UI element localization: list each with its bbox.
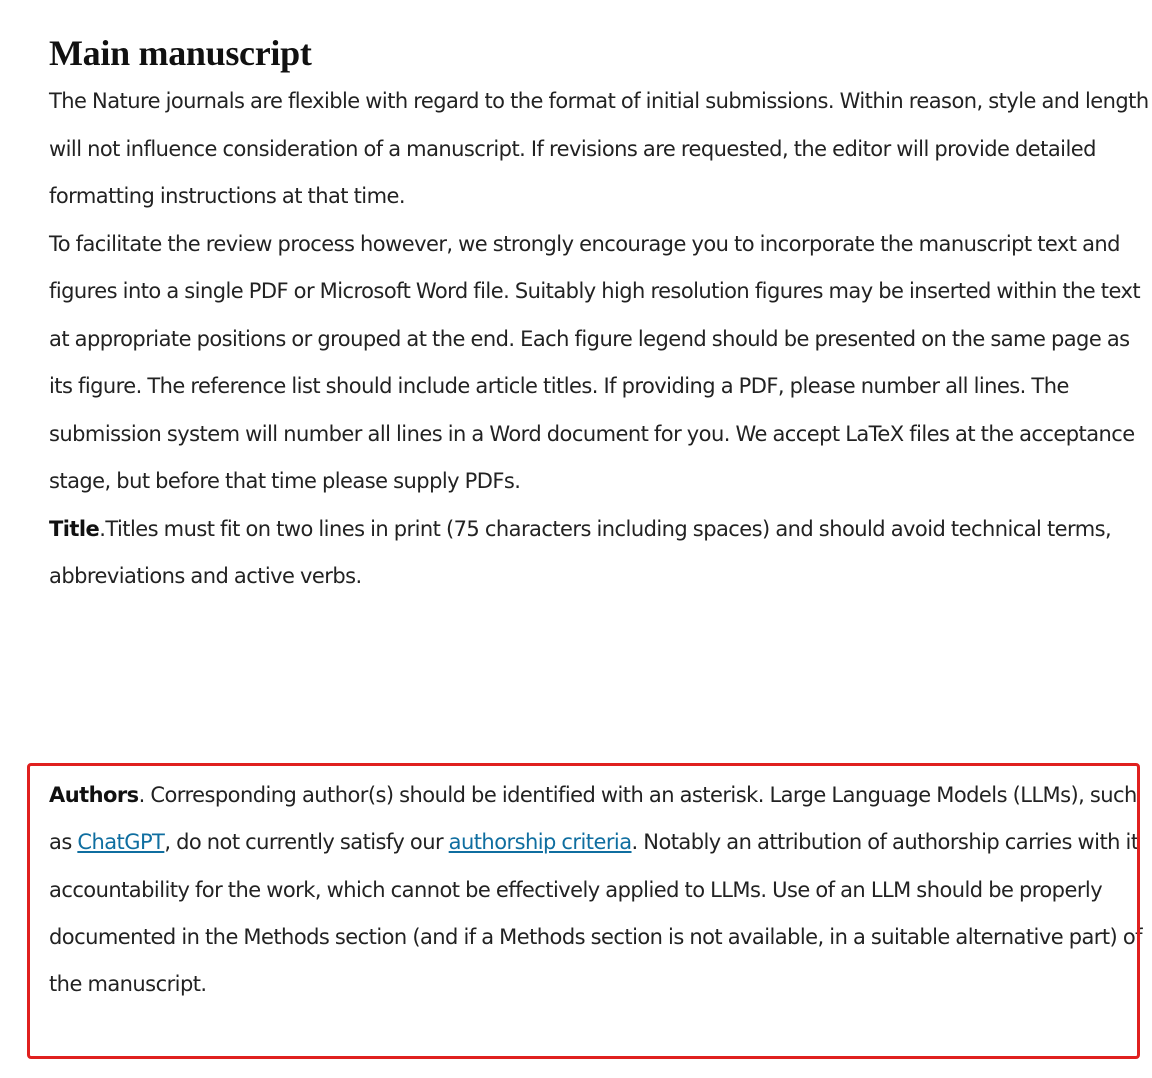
authors-rule-text-1: . Corresponding author(s) should be identified with an asterisk. Large Language Models (LLMs), such as	[49, 783, 1137, 855]
chatgpt-link[interactable]: ChatGPT	[77, 830, 165, 855]
section-heading: Main manuscript	[49, 33, 312, 73]
title-rule-paragraph	[49, 506, 1149, 601]
authors-rule-text-3: . Notably an attribution of authorship carries with it accountability for the work, which cannot be effectively applied to LLMs. Use of an LLM should be properly documented in the Methods section (and if a Methods section is not available, in a suitable alternative part) of the manuscript.	[49, 830, 1142, 997]
authorship-criteria-link[interactable]: authorship criteria	[448, 830, 632, 855]
authors-rule-text-2: , do not currently satisfy our	[164, 830, 449, 855]
authors-rule-label: Authors	[49, 783, 139, 807]
main-content	[49, 28, 1149, 601]
intro-paragraph: The Nature journals are flexible with regard to the format of initial submissions. Within reason, style and length will not influence consideration of a manuscript. If revisions are requested, the editor will provide detailed formatting instructions at that time.	[49, 89, 1149, 208]
title-rule-label: Title	[49, 516, 100, 541]
title-rule-text: .Titles must fit on two lines in print (75 characters including spaces) and should avoid technical terms, abbreviations and active verbs.	[49, 516, 1112, 588]
review-paragraph: To facilitate the review process however, we strongly encourage you to incorporate the manuscript text and figures into a single PDF or Microsoft Word file. Suitably high resolution figures may be inserted within the text at appropriate positions or grouped at the end. Each figure legend should be presented on the same page as its figure. The reference list should include article titles. If providing a PDF, please number all lines. The submission system will number all lines in a Word document for you. We accept LaTeX files at the acceptance stage, but before that time please supply PDFs.	[49, 231, 1141, 493]
authors-rule-paragraph	[49, 772, 1147, 1008]
